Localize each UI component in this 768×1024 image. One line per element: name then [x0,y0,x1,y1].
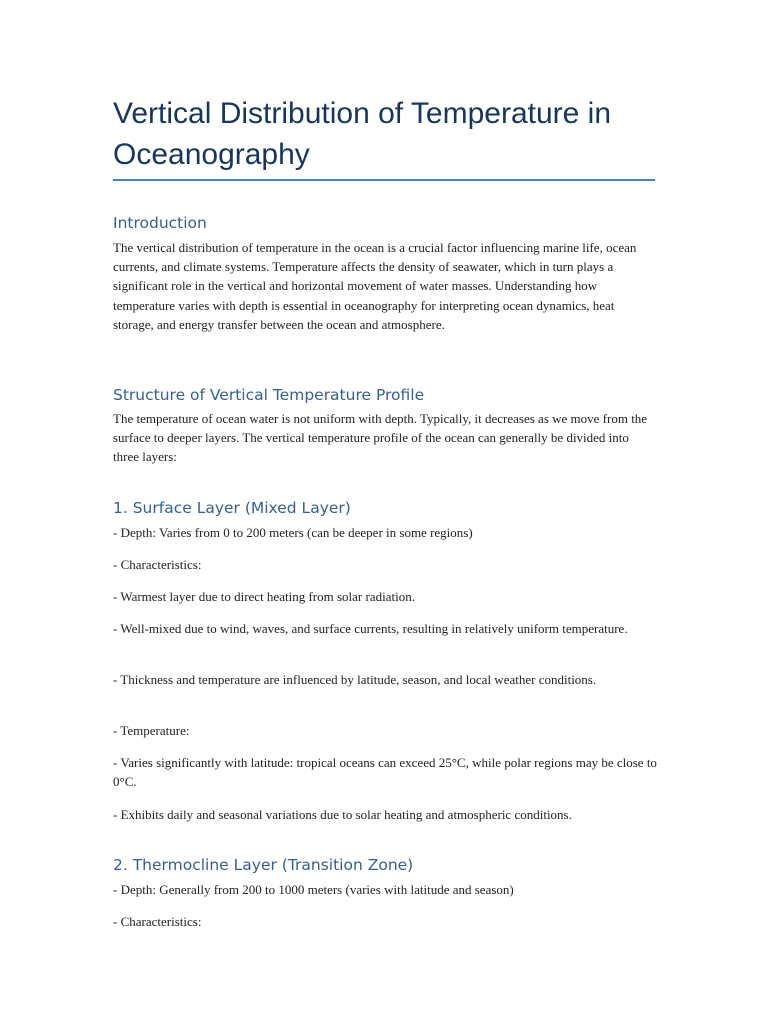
section-heading-structure: Structure of Vertical Temperature Profile [113,386,425,404]
surface-layer-depth: - Depth: Varies from 0 to 200 meters (can be deeper in some regions) [113,525,473,540]
thermocline-layer-depth: - Depth: Generally from 200 to 1000 meters (varies with latitude and season) [113,882,514,897]
structure-paragraph: The temperature of ocean water is not uniform with depth. Typically, it decreases as we move from the surface to deeper layers. The vertical temperature profile of the ocean can generally be divided into three layers: [113,411,648,465]
surface-layer-thickness-item: - Thickness and temperature are influenced by latitude, season, and local weather conditions. [113,672,597,687]
title-underline [113,179,655,181]
surface-layer-variations-item: - Exhibits daily and seasonal variations due to solar heating and atmospheric conditions. [113,807,572,822]
section-heading-introduction: Introduction [113,214,207,232]
surface-layer-temperature-label: - Temperature: [113,723,190,738]
thermocline-layer-characteristics-label: - Characteristics: [113,914,202,929]
introduction-paragraph: The vertical distribution of temperature in the ocean is a crucial factor influencing marine life, ocean currents, and climate systems. Temperature affects the density of seawater, which in turn plays a significant role in the vertical and horizontal movement of water masses. Understanding how temperature varies with depth is essential in oceanography for interpreting ocean dynamics, heat storage, and energy transfer between the ocean and atmosphere. [113,240,637,332]
surface-layer-warmest-item: - Warmest layer due to direct heating from solar radiation. [113,589,415,604]
section-heading-thermocline-layer: 2. Thermocline Layer (Transition Zone) [113,856,414,874]
surface-layer-characteristics-label: - Characteristics: [113,557,202,572]
surface-layer-well-mixed-item: - Well-mixed due to wind, waves, and surface currents, resulting in relatively uniform temperature. [113,621,628,636]
document-title: Vertical Distribution of Temperature in Oceanography [113,97,612,171]
section-heading-surface-layer: 1. Surface Layer (Mixed Layer) [113,499,351,517]
surface-layer-latitude-item: - Varies significantly with latitude: tropical oceans can exceed 25°C, while polar regions may be close to 0°C. [113,755,657,790]
